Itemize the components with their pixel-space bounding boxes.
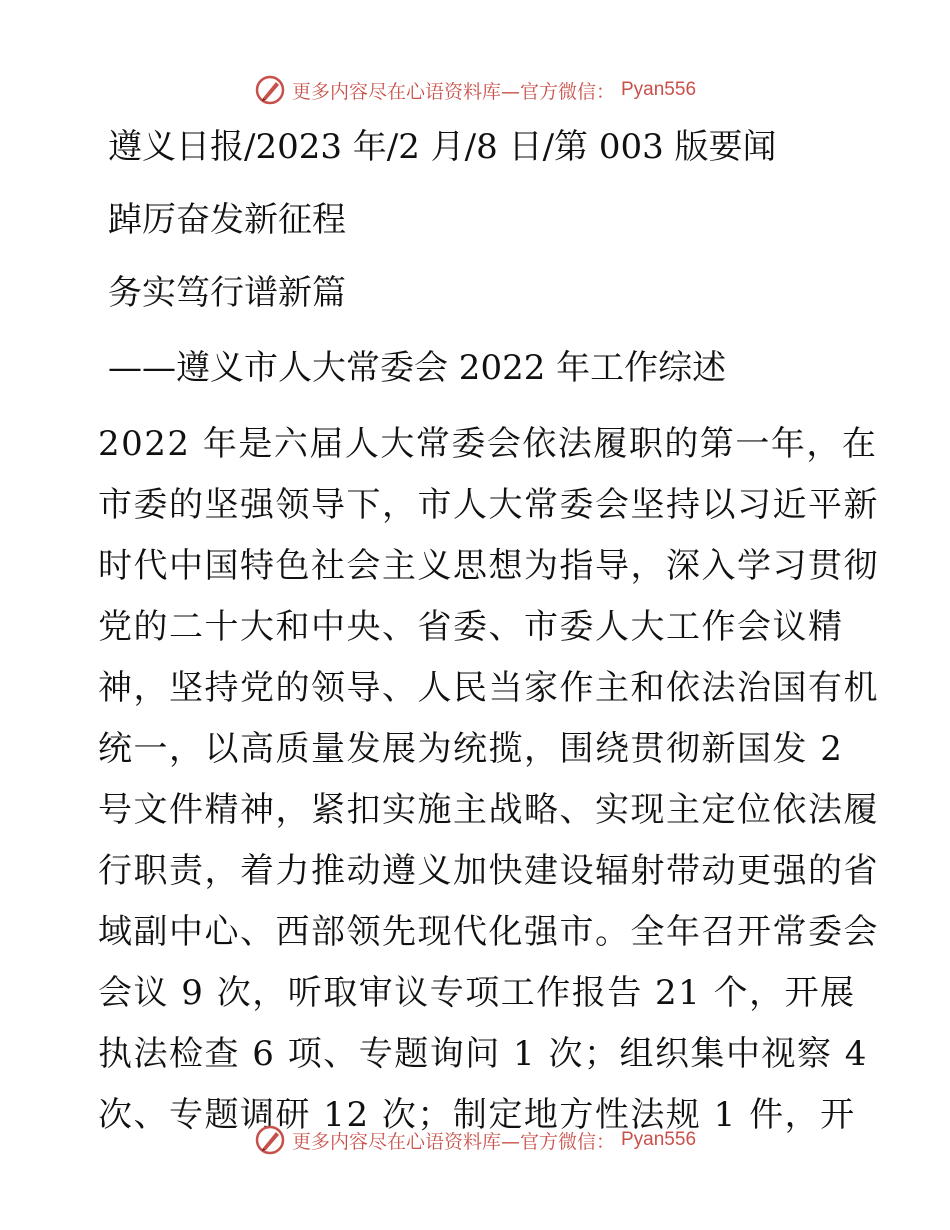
body-line: 执法检查 6 项、专题询问 1 次；组织集中视察 4 (98, 1034, 868, 1074)
body-line: 会议 9 次，听取审议专项工作报告 21 个，开展 (98, 973, 856, 1013)
watermark-footer (0, 1122, 950, 1158)
article-dateline: 遵义日报/2023 年/2 月/8 日/第 003 版要闻 (108, 127, 777, 167)
watermark-header (0, 72, 950, 108)
body-line: 域副中心、西部领先现代化强市。全年召开常委会 (98, 912, 879, 952)
body-line: 时代中国特色社会主义思想为指导，深入学习贯彻 (98, 546, 879, 586)
body-line: 统一，以高质量发展为统揽，围绕贯彻新国发 2 (98, 729, 844, 769)
watermark-wechat-id: Pyan556 (621, 79, 697, 100)
pen-logo-icon (254, 1124, 286, 1156)
body-line: 神，坚持党的领导、人民当家作主和依法治国有机 (98, 668, 879, 708)
article-title-line-2: 务实笃行谱新篇 (108, 273, 346, 313)
pen-logo-icon (254, 74, 286, 106)
watermark-text: 更多内容尽在心语资料库—官方微信： (291, 1130, 615, 1153)
body-line: 行职责，着力推动遵义加快建设辐射带动更强的省 (98, 851, 879, 891)
body-line: 次、专题调研 12 次；制定地方性法规 1 件，开 (98, 1095, 856, 1135)
article-title-line-1: 踔厉奋发新征程 (108, 200, 346, 240)
body-line: 2022 年是六届人大常委会依法履职的第一年，在 (98, 424, 878, 464)
body-line: 党的二十大和中央、省委、市委人大工作会议精 (98, 607, 844, 647)
body-line: 号文件精神，紧扣实施主战略、实现主定位依法履 (98, 790, 879, 830)
watermark-wechat-id: Pyan556 (621, 1129, 697, 1150)
body-line: 市委的坚强领导下，市人大常委会坚持以习近平新 (98, 485, 879, 525)
watermark-text: 更多内容尽在心语资料库—官方微信： (291, 80, 615, 103)
article-subtitle: ——遵义市人大常委会 2022 年工作综述 (108, 348, 727, 388)
